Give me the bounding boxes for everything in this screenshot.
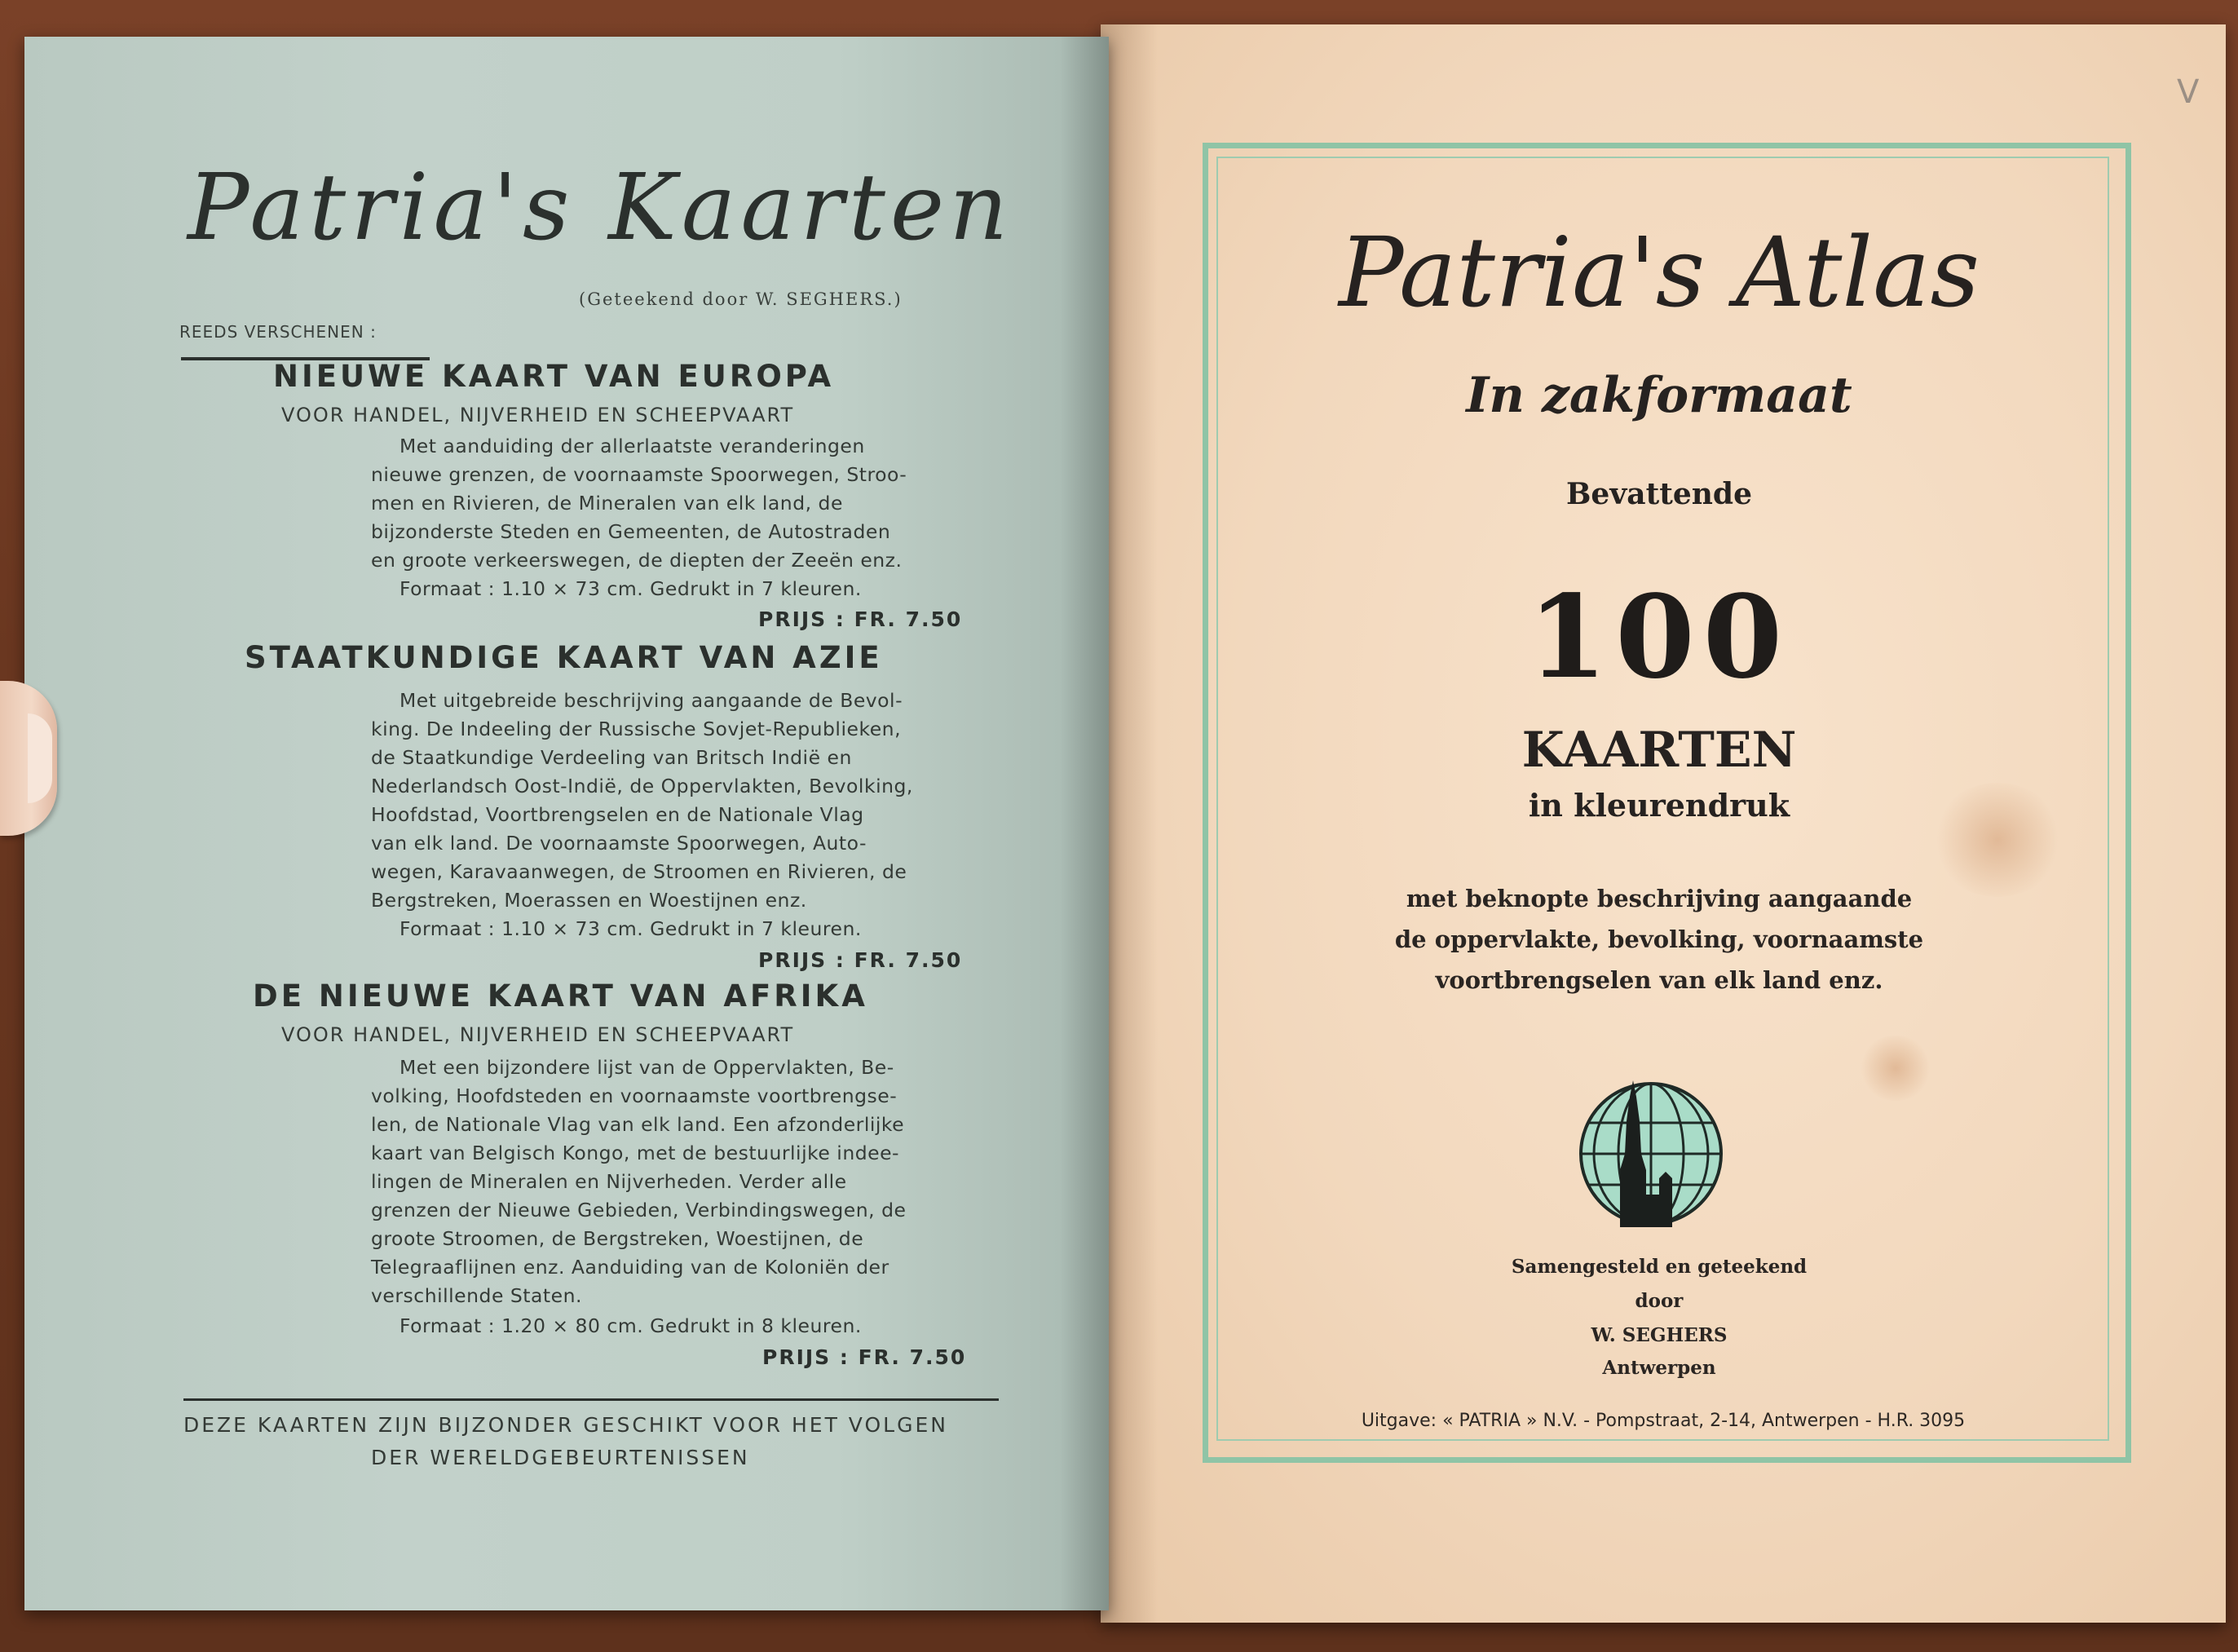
author-city: Antwerpen bbox=[1602, 1357, 1716, 1379]
format-line: Formaat : 1.10 × 73 cm. Gedrukt in 7 kleuren. bbox=[399, 577, 862, 600]
gutter-shadow bbox=[1060, 37, 1109, 1610]
description-line: Telegraaflijnen enz. Aanduiding van de Koloniën der bbox=[371, 1256, 889, 1279]
description-line: lingen de Mineralen en Nijverheden. Verder alle bbox=[371, 1170, 847, 1193]
description-line: men en Rivieren, de Mineralen van elk land, de bbox=[371, 492, 843, 515]
description-line: Bergstreken, Moerassen en Woestijnen enz. bbox=[371, 889, 807, 912]
maps-advert-page bbox=[24, 37, 1109, 1610]
price-label: PRIJS : FR. 7.50 bbox=[762, 1345, 967, 1369]
map-title-asia: STAATKUNDIGE KAART VAN AZIE bbox=[245, 640, 883, 675]
compiled-by-label: Samengesteld en geteekend bbox=[1511, 1256, 1808, 1278]
footer-note-line: DER WERELDGEBEURTENISSEN bbox=[371, 1446, 750, 1469]
atlas-title-page bbox=[1101, 24, 2226, 1623]
description-line: Met een bijzondere lijst van de Oppervlakten, Be- bbox=[399, 1056, 894, 1079]
description-line: grenzen der Nieuwe Gebieden, Verbindingswegen, de bbox=[371, 1199, 907, 1221]
description-line: nieuwe grenzen, de voornaamste Spoorwegen, Stroo- bbox=[371, 463, 907, 486]
description-line: Hoofdstad, Voortbrengselen en de Nationale Vlag bbox=[371, 803, 864, 826]
description-line: verschillende Staten. bbox=[371, 1284, 582, 1307]
drawn-by-note: (Geteekend door W. SEGHERS.) bbox=[579, 289, 903, 309]
pencil-mark: V bbox=[2177, 73, 2200, 111]
footer-note-line: DEZE KAARTEN ZIJN BIJZONDER GESCHIKT VOOR HET VOLGEN bbox=[183, 1413, 948, 1437]
advert-title: Patria's Kaarten bbox=[188, 155, 1013, 261]
format-line: Formaat : 1.20 × 80 cm. Gedrukt in 8 kleuren. bbox=[399, 1314, 862, 1337]
price-label: PRIJS : FR. 7.50 bbox=[758, 948, 963, 972]
map-subtitle: VOOR HANDEL, NIJVERHEID EN SCHEEPVAART bbox=[281, 1023, 795, 1046]
gutter-shadow bbox=[1101, 24, 1158, 1623]
description-line: bijzonderste Steden en Gemeenten, de Autostraden bbox=[371, 520, 891, 543]
atlas-title: Patria's Atlas bbox=[1338, 216, 1980, 329]
description-line: volking, Hoofdsteden en voornaamste voortbrengse- bbox=[371, 1084, 898, 1107]
description-line: de oppervlakte, bevolking, voornaamste bbox=[1394, 925, 1924, 953]
fingernail bbox=[28, 713, 52, 803]
description-line: met beknopte beschrijving aangaande bbox=[1406, 885, 1913, 912]
containing-label: Bevattende bbox=[1566, 477, 1752, 511]
description-line: en groote verkeerswegen, de diepten der Zeeën enz. bbox=[371, 549, 903, 572]
footer-divider bbox=[183, 1398, 999, 1401]
already-published-label: REEDS VERSCHENEN : bbox=[179, 322, 377, 342]
globe-cathedral-logo bbox=[1569, 1072, 1733, 1235]
description-line: van elk land. De voornaamste Spoorwegen, Auto- bbox=[371, 832, 867, 855]
description-line: voortbrengselen van elk land enz. bbox=[1435, 966, 1883, 994]
atlas-subtitle: In zakformaat bbox=[1466, 367, 1852, 424]
description-line: groote Stroomen, de Bergstreken, Woestijnen, de bbox=[371, 1227, 864, 1250]
description-line: Nederlandsch Oost-Indië, de Oppervlakten, Bevolking, bbox=[371, 775, 913, 797]
description-line: Met aanduiding der allerlaatste veranderingen bbox=[399, 435, 865, 457]
description-line: king. De Indeeling der Russische Sovjet-Republieken, bbox=[371, 718, 902, 740]
format-line: Formaat : 1.10 × 73 cm. Gedrukt in 7 kleuren. bbox=[399, 917, 862, 940]
color-print-label: in kleurendruk bbox=[1528, 787, 1790, 824]
description-line: wegen, Karavaanwegen, de Stroomen en Rivieren, de bbox=[371, 860, 907, 883]
by-label: door bbox=[1635, 1290, 1684, 1312]
holding-finger bbox=[0, 681, 57, 836]
map-subtitle: VOOR HANDEL, NIJVERHEID EN SCHEEPVAART bbox=[281, 404, 795, 426]
description-line: Met uitgebreide beschrijving aangaande de Bevol- bbox=[399, 689, 903, 712]
map-title-africa: DE NIEUWE KAART VAN AFRIKA bbox=[253, 978, 868, 1014]
map-count: 100 bbox=[1527, 571, 1791, 705]
maps-word: KAARTEN bbox=[1521, 722, 1797, 779]
author-name: W. SEGHERS bbox=[1591, 1324, 1728, 1346]
publisher-line: Uitgave: « PATRIA » N.V. - Pompstraat, 2-14, Antwerpen - H.R. 3095 bbox=[1361, 1411, 1966, 1431]
description-line: len, de Nationale Vlag van elk land. Een afzonderlijke bbox=[371, 1113, 905, 1136]
price-label: PRIJS : FR. 7.50 bbox=[758, 607, 963, 631]
map-title-europe: NIEUWE KAART VAN EUROPA bbox=[273, 359, 835, 394]
description-line: de Staatkundige Verdeeling van Britsch Indië en bbox=[371, 746, 852, 769]
description-line: kaart van Belgisch Kongo, met de bestuurlijke indee- bbox=[371, 1142, 900, 1164]
